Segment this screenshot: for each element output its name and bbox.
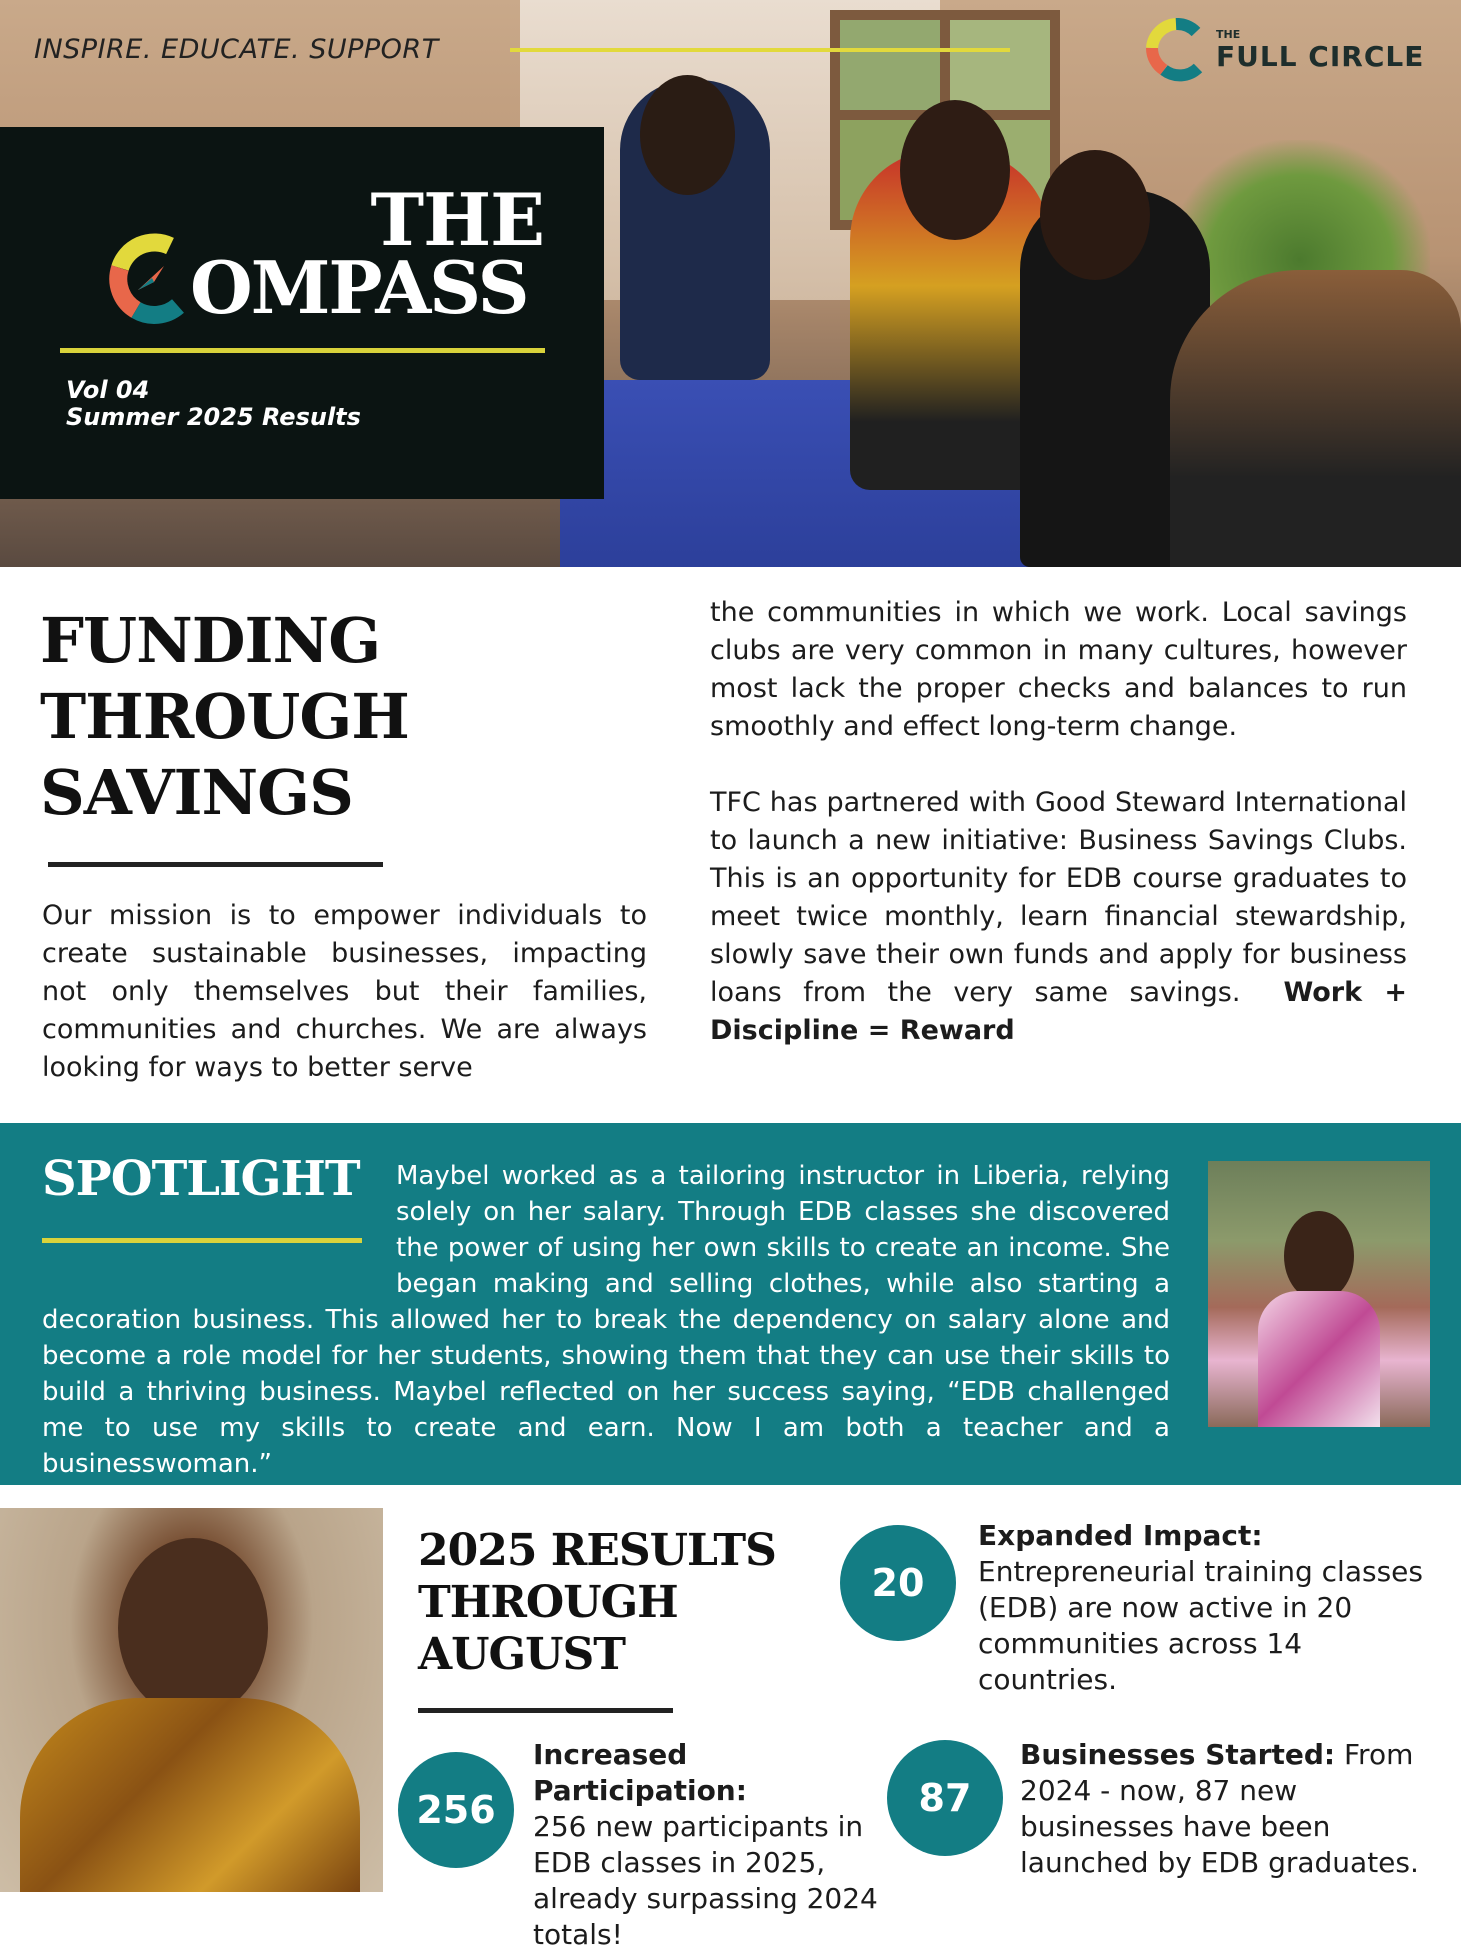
funding-left-text: Our mission is to empower individuals to create sustainable businesses, impacting not only themselves but their families, communities and churches. We are always looking for ways to better serve <box>42 900 647 1083</box>
full-circle-logo-icon <box>1146 18 1206 82</box>
funding-title <box>40 603 409 831</box>
tagline: INSPIRE. EDUCATE. SUPPORT <box>34 34 439 65</box>
stat-heading: Businesses Started: <box>1020 1738 1336 1771</box>
stat-heading: Expanded Impact: <box>978 1519 1263 1552</box>
spotlight-title: SPOTLIGHT <box>42 1151 360 1207</box>
stat-expanded-impact <box>978 1518 1438 1698</box>
logo-small-text: THE <box>1216 28 1241 41</box>
stat-heading: Increased Participation: <box>533 1738 747 1807</box>
funding-rule <box>48 862 383 867</box>
spotlight-photo <box>1208 1161 1430 1427</box>
spotlight-rule <box>42 1238 362 1243</box>
results-title <box>418 1525 776 1681</box>
compass-c-icon <box>108 232 190 324</box>
masthead <box>0 127 604 499</box>
masthead-rule <box>60 348 545 353</box>
stat-number-circle: 20 <box>840 1525 956 1641</box>
funding-paragraph: the communities in which we work. Local savings clubs are very common in many cultures, however most lack the proper checks and balances to run smoothly and effect long-term change. <box>710 597 1407 742</box>
masthead-the: THE <box>370 177 544 262</box>
masthead-title: OMPASS <box>190 245 528 330</box>
spotlight-text: Maybel worked as a tailoring instructor in Liberia, relying solely on her salary. Through EDB classes she discovered the power of using her own skills to create an income. She began making and selling clothes, while also starting a decoration business. This allowed her to break the dependency on salary alone and become a role model for her students, showing them that they can use their skills to build a thriving business. Maybel reflected on her success saying, “EDB challenged me to use my skills to create and earn. Now I am both a teacher and a businesswoman.” <box>42 1161 1170 1479</box>
person <box>1170 270 1461 567</box>
funding-title-line: FUNDING <box>40 604 381 677</box>
funding-right-column <box>710 594 1407 1050</box>
stat-number-circle: 87 <box>887 1740 1003 1856</box>
stat-increased-participation <box>533 1737 893 1953</box>
results-title-line: 2025 RESULTS <box>418 1525 776 1576</box>
tagline-rule <box>510 48 1010 52</box>
results-title-line: THROUGH <box>418 1577 678 1628</box>
issue-label: Summer 2025 Results <box>66 403 361 431</box>
stat-text: 256 new participants in EDB classes in 2025, already surpassing 2024 totals! <box>533 1810 878 1951</box>
stat-text: From 2024 - now, 87 new businesses have been launched by EDB graduates. <box>1020 1738 1419 1879</box>
funding-title-line: THROUGH <box>40 680 409 753</box>
stat-number-circle: 256 <box>398 1752 514 1868</box>
results-photo <box>0 1508 383 1892</box>
funding-title-line: SAVINGS <box>40 756 353 829</box>
volume-label: Vol 04 <box>66 376 150 404</box>
person-head <box>640 75 735 195</box>
logo-name: FULL CIRCLE <box>1216 40 1425 73</box>
full-circle-logo <box>1140 18 1440 82</box>
funding-emphasis: Work + Discipline = Reward <box>710 977 1407 1046</box>
funding-paragraph-text: TFC has partnered with Good Steward International to launch a new initiative: Business Savings Clubs. This is an opportunity for EDB course graduates to meet twice monthly, learn financial stewardship, slowly save their own funds and apply for business loans from the very same savings. <box>710 787 1407 1008</box>
stat-businesses-started <box>1020 1737 1440 1881</box>
results-rule <box>418 1708 673 1713</box>
person-head <box>1040 150 1150 280</box>
funding-paragraph <box>710 784 1407 1050</box>
results-title-line: AUGUST <box>418 1629 625 1680</box>
stat-text: Entrepreneurial training classes (EDB) are now active in 20 communities across 14 countries. <box>978 1555 1423 1696</box>
spotlight-section <box>0 1123 1461 1485</box>
hero-photo <box>0 0 1461 567</box>
issue-info <box>66 377 361 431</box>
person-head <box>900 100 1010 240</box>
